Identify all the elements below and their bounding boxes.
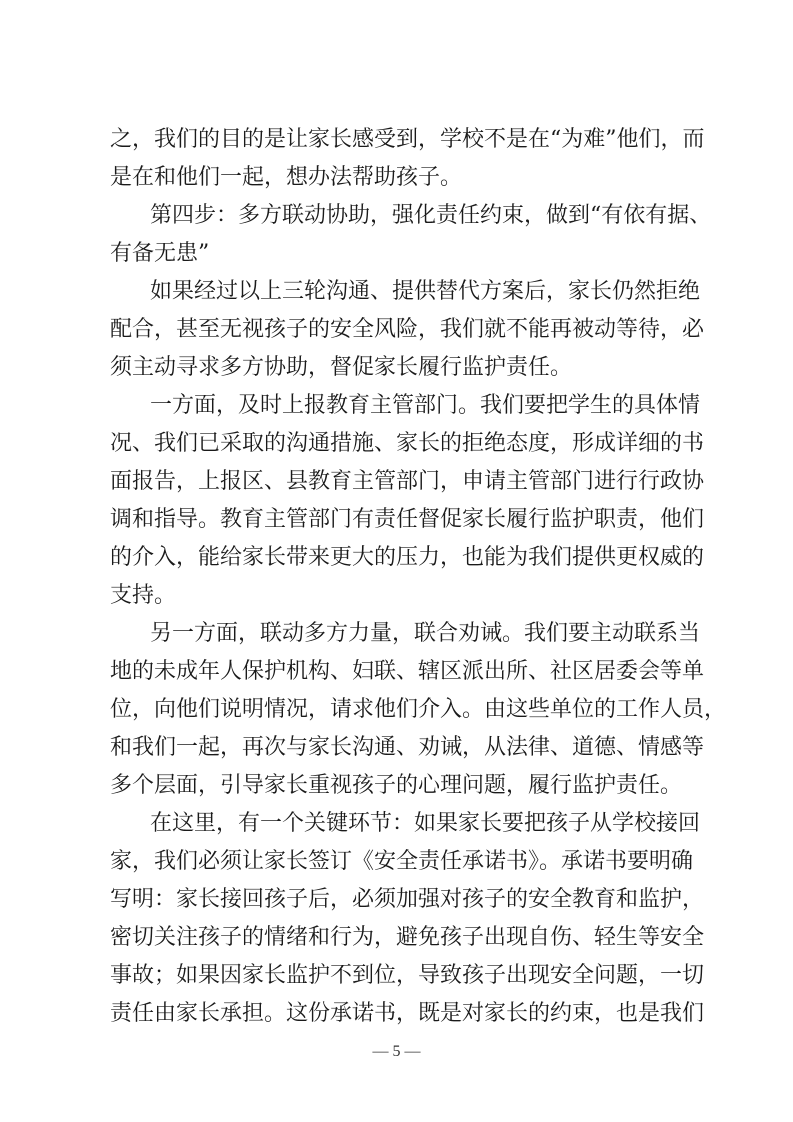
text-line: 如果经过以上三轮沟通、提供替代方案后，家长仍然拒绝 [150, 279, 701, 304]
page-number: — 5 — [372, 1043, 421, 1060]
section-heading-line: 第四步：多方联动协助，强化责任约束，做到“有依有据、 [150, 203, 712, 228]
text-line: 的介入，能给家长带来更大的压力，也能为我们提供更权威的 [110, 545, 705, 570]
text-line: 之，我们的目的是让家长感受到，学校不是在“为难”他们，而 [110, 127, 705, 152]
text-line: 况、我们已采取的沟通措施、家长的拒绝态度，形成详细的书 [110, 431, 705, 456]
text-line: 家，我们必须让家长签订《安全责任承诺书》。承诺书要明确 [110, 849, 694, 874]
section-heading-line: 有备无患” [110, 241, 210, 266]
text-line: 面报告，上报区、县教育主管部门，申请主管部门进行行政协 [110, 469, 705, 494]
text-line: 另一方面，联动多方力量，联合劝诫。我们要主动联系当 [150, 621, 701, 646]
text-line: 地的未成年人保护机构、妇联、辖区派出所、社区居委会等单 [110, 659, 705, 684]
text-line: 和我们一起，再次与家长沟通、劝诫，从法律、道德、情感等 [110, 735, 705, 760]
text-line: 位，向他们说明情况，请求他们介入。由这些单位的工作人员， [110, 697, 727, 722]
text-line: 配合，甚至无视孩子的安全风险，我们就不能再被动等待，必 [110, 317, 705, 342]
text-line: 责任由家长承担。这份承诺书，既是对家长的约束，也是我们 [110, 1001, 705, 1026]
text-line: 支持。 [110, 583, 177, 608]
text-line: 写明：家长接回孩子后，必须加强对孩子的安全教育和监护， [110, 887, 705, 912]
text-line: 一方面，及时上报教育主管部门。我们要把学生的具体情 [150, 393, 701, 418]
text-line: 须主动寻求多方协助，督促家长履行监护责任。 [110, 355, 573, 380]
text-line: 多个层面，引导家长重视孩子的心理问题，履行监护责任。 [110, 773, 683, 798]
text-line: 在这里，有一个关键环节：如果家长要把孩子从学校接回 [150, 811, 701, 836]
text-line: 密切关注孩子的情绪和行为，避免孩子出现自伤、轻生等安全 [110, 925, 705, 950]
text-line: 是在和他们一起，想办法帮助孩子。 [110, 165, 463, 190]
text-line: 事故；如果因家长监护不到位，导致孩子出现安全问题，一切 [110, 963, 705, 988]
text-line: 调和指导。教育主管部门有责任督促家长履行监护职责，他们 [110, 507, 705, 532]
